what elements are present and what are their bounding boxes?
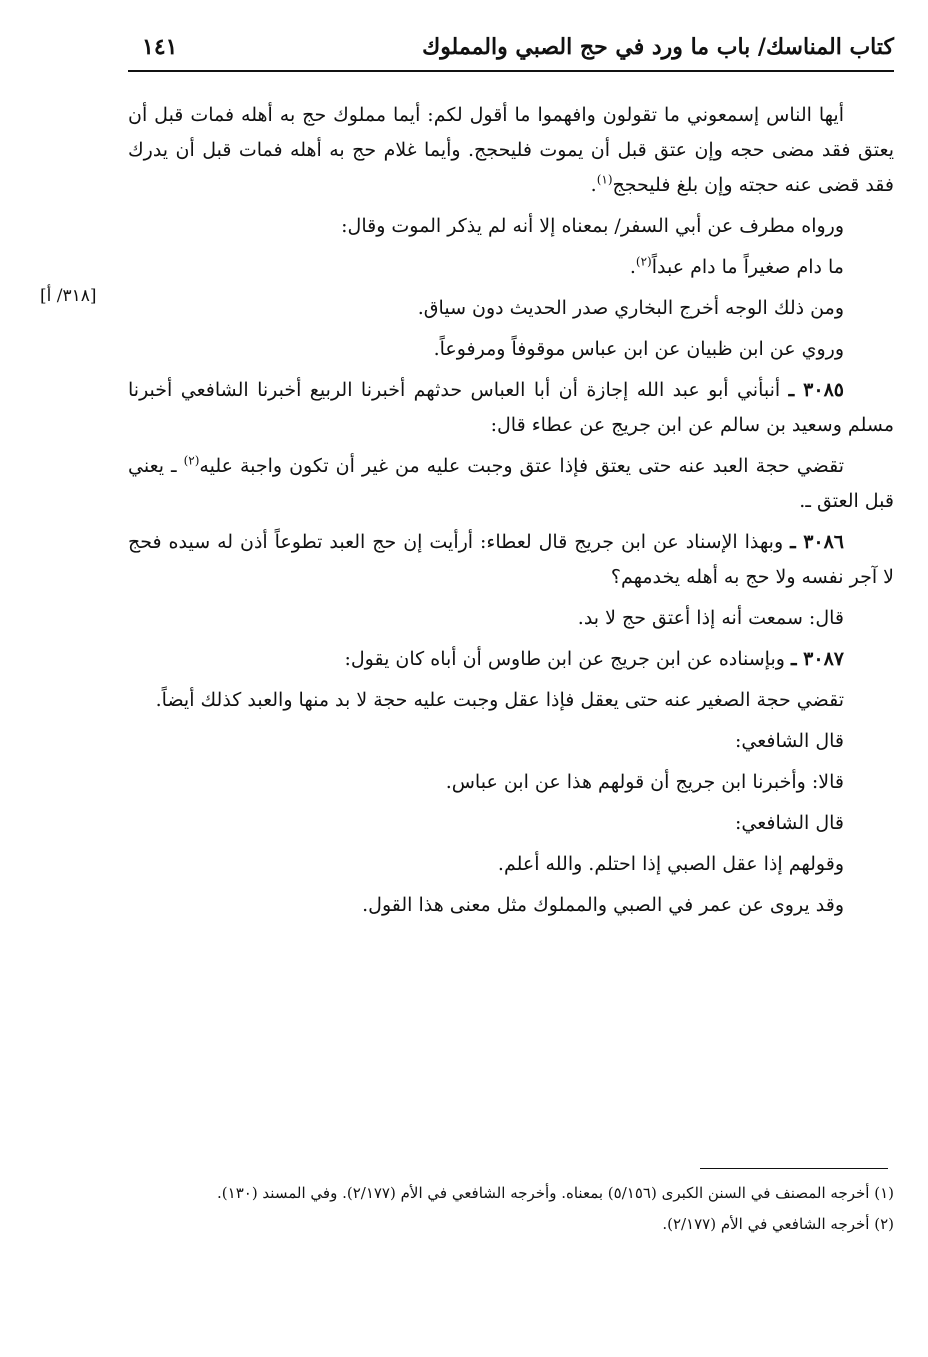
margin-folio-note: [٣١٨/ أ] [40, 286, 97, 306]
paragraph [128, 373, 894, 443]
page-header [128, 30, 894, 72]
paragraph [128, 98, 894, 203]
footnote-divider [700, 1168, 888, 1169]
paragraph [128, 847, 894, 882]
paragraph-text: قال الشافعي: [734, 730, 844, 752]
paragraph [128, 724, 894, 759]
paragraph-tail: . [629, 256, 636, 278]
paragraph-text: وقد يروى عن عمر في الصبي والمملوك مثل معنى هذا القول. [362, 894, 844, 916]
paragraph-text: قال: سمعت أنه إذا أعتق حج لا بد. [577, 607, 844, 629]
paragraph-text: قالا: وأخبرنا ابن جريج أن قولهم هذا عن ابن عباس. [445, 771, 844, 793]
paragraph-text: وقولهم إذا عقل الصبي إذا احتلم. والله أعلم. [497, 853, 844, 875]
paragraph [128, 642, 894, 677]
paragraph [128, 601, 894, 636]
paragraph [128, 209, 894, 244]
main-text [128, 98, 894, 929]
hadith-number: ٣٠٨٥ ـ [788, 379, 844, 401]
footnote: (٢) أخرجه الشافعي في الأم (٢/١٧٧). [662, 1215, 894, 1233]
paragraph [128, 765, 894, 800]
paragraph-text: ومن ذلك الوجه أخرج البخاري صدر الحديث دون سياق. [417, 297, 844, 319]
paragraph [128, 449, 894, 519]
running-title: كتاب المناسك/ باب ما ورد في حج الصبي والمملوك [422, 34, 894, 60]
paragraph [128, 525, 894, 595]
paragraph-tail: ـ يعني قبل العتق ـ. [128, 455, 894, 512]
hadith-number: ٣٠٨٦ ـ [790, 531, 845, 553]
paragraph [128, 250, 894, 285]
paragraph [128, 683, 894, 718]
paragraph-text: ورواه مطرف عن أبي السفر/ بمعناه إلا أنه لم يذكر الموت وقال: [341, 215, 844, 237]
footnote-reference: (١) [596, 172, 613, 187]
paragraph-text: تقضي حجة الصغير عنه حتى يعقل فإذا عقل وجبت عليه حجة لا بد منها والعبد كذلك أيضاً. [155, 689, 844, 711]
paragraph [128, 291, 894, 326]
paragraph-text: وبهذا الإسناد عن ابن جريج قال لعطاء: أرأيت إن حج العبد تطوعاً أذن له سيده فحج لا آجر نفسه ولا حج به أهله يخدمهم؟ [128, 531, 894, 588]
paragraph-text: أيها الناس إسمعوني ما تقولون وافهموا ما أقول لكم: أيما مملوك حج به أهله فمات قبل أن يعتق فقد مضى حجه وإن عتق قبل أن يموت فليحجج. وأيما غلام حج به أهله فمات قبل أن يدرك فقد قضى عنه حجته وإن بلغ فليحجج [128, 104, 894, 196]
page-number: ١٤١ [142, 34, 178, 60]
footnotes [128, 1180, 894, 1242]
paragraph-text: ما دام صغيراً ما دام عبداً [651, 256, 844, 278]
paragraph-text: أنبأني أبو عبد الله إجازة أن أبا العباس حدثهم أخبرنا الربيع أخبرنا الشافعي أخبرنا مسلم وسعيد بن سالم عن ابن جريج عن عطاء قال: [128, 379, 894, 436]
hadith-number: ٣٠٨٧ ـ [790, 648, 844, 670]
paragraph-text: تقضي حجة العبد عنه حتى يعتق فإذا عتق وجبت عليه من غير أن تكون واجبة عليه [199, 455, 844, 477]
paragraph-text: وبإسناده عن ابن جريج عن ابن طاوس أن أباه كان يقول: [344, 648, 785, 670]
paragraph-tail: . [590, 174, 597, 196]
footnote-reference: (٢) [183, 453, 200, 468]
paragraph-text: وروي عن ابن ظبيان عن ابن عباس موقوفاً ومرفوعاً. [433, 338, 844, 360]
paragraph [128, 888, 894, 923]
footnote-reference: (٢) [635, 254, 652, 269]
paragraph [128, 806, 894, 841]
paragraph-text: قال الشافعي: [734, 812, 844, 834]
footnote: (١) أخرجه المصنف في السنن الكبرى (٥/١٥٦) بمعناه. وأخرجه الشافعي في الأم (٢/١٧٧). وفي المسند (١٣٠). [217, 1184, 894, 1202]
paragraph [128, 332, 894, 367]
